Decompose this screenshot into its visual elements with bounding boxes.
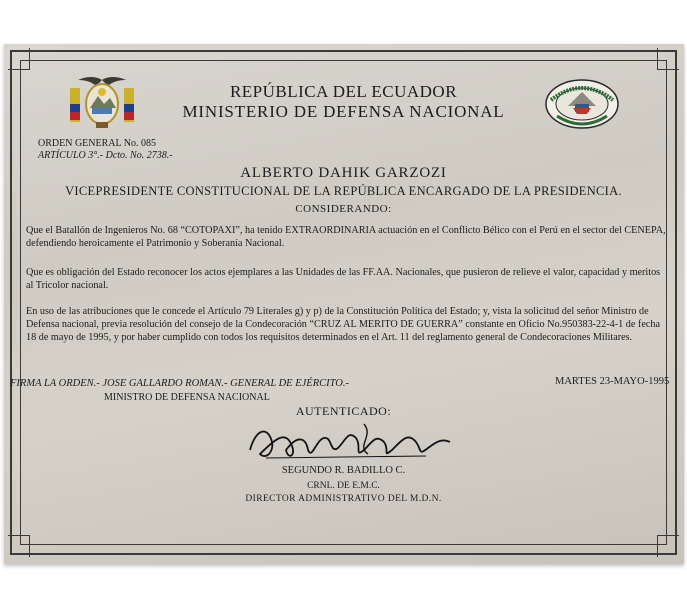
paragraph-1: Que el Batallón de Ingenieros No. 68 “COTOPAXI”, ha tenido EXTRAORDINARIA actuación en el Conflicto Bélico con el Perú en el sector del CENEPA, defendiendo heroicamente el Patrimonio y Soberanía Nacional. <box>26 225 666 249</box>
authenticator-rank: CRNL. DE E.M.C. <box>307 481 380 491</box>
considering-heading: CONSIDERANDO: <box>295 203 392 215</box>
order-number: ORDEN GENERAL No. 085 <box>38 138 156 149</box>
signed-by: FIRMA LA ORDEN.- JOSE GALLARDO ROMAN.- GENERAL DE EJÉRCITO.- <box>10 378 349 389</box>
ministry-title: MINISTERIO DE DEFENSA NACIONAL <box>182 102 505 121</box>
corner-ornament <box>8 48 30 70</box>
corner-ornament <box>8 535 30 557</box>
signed-role: MINISTRO DE DEFENSA NACIONAL <box>104 392 270 403</box>
authenticator-role: DIRECTOR ADMINISTRATIVO DEL M.D.N. <box>245 494 442 504</box>
issuer-name: ALBERTO DAHIK GARZOZI <box>240 165 447 181</box>
corner-ornament <box>657 535 679 557</box>
signature-icon <box>246 420 458 466</box>
paragraph-3: En uso de las atribuciones que le concede el Artículo 79 Literales g) y p) de la Constitución Política del Estado; y, vista la solicitud del señor Ministro de Defensa nacional, previa resolución del consejo de la Condecoración “CRUZ AL MERITO DE GUERRA” constante en Oficio No.950383-22-4-1 de fecha 18 de mayo de 1995, y por haber cumplido con todos los requisitos determinados en el Art. 11 del reglamento general de Condecoraciones Militares. <box>26 306 660 343</box>
authenticated-heading: AUTENTICADO: <box>295 404 392 418</box>
order-date: MARTES 23-MAYO-1995 <box>555 376 670 387</box>
authenticator-name: SEGUNDO R. BADILLO C. <box>281 465 406 476</box>
issuer-title: VICEPRESIDENTE CONSTITUCIONAL DE LA REPÚBLICA ENCARGADO DE LA PRESIDENCIA. <box>65 184 622 198</box>
republic-title: REPÚBLICA DEL ECUADOR <box>229 82 458 101</box>
order-article: ARTÍCULO 3°.- Dcto. No. 2738.- <box>38 150 173 161</box>
corner-ornament <box>657 48 679 70</box>
paragraph-2: Que es obligación del Estado reconocer los actos ejemplares a las Unidades de las FF.AA. Nacionales, que pusieron de relieve el valor, capacidad y meritos al Tricolor nacional. <box>26 267 661 291</box>
